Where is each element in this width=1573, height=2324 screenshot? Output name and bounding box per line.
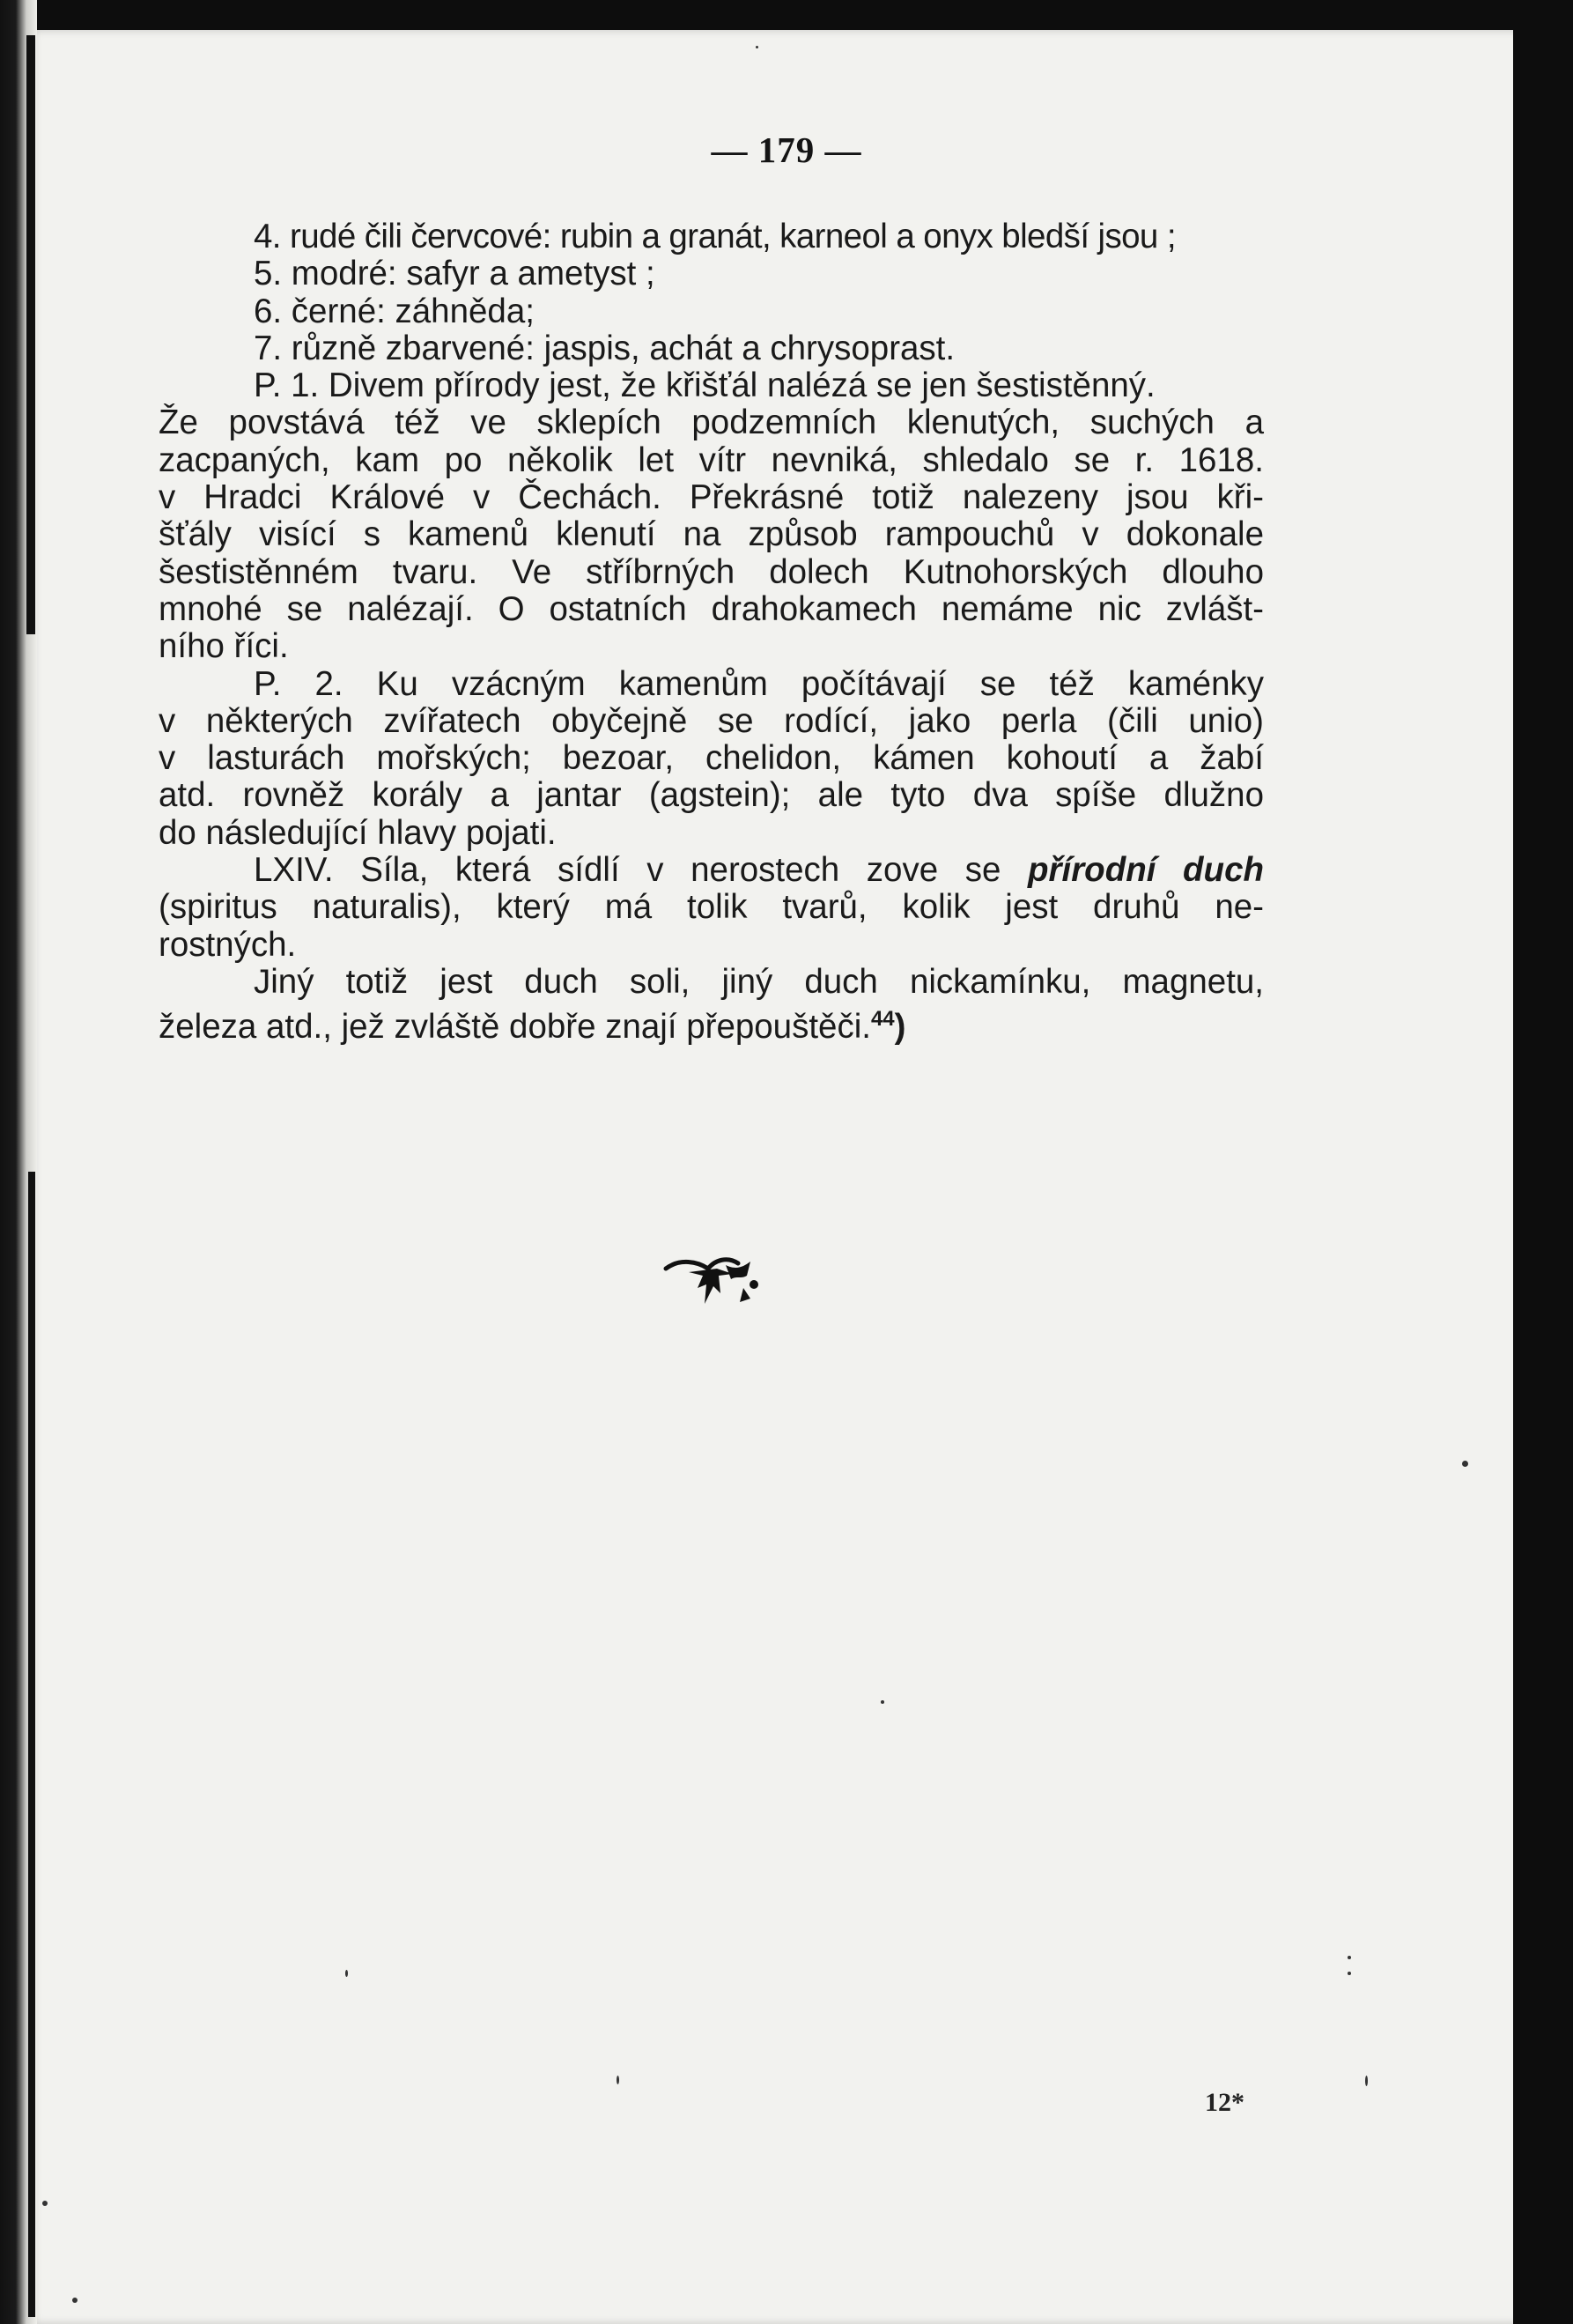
dust-speck: [881, 1700, 884, 1704]
dust-speck: [1348, 1972, 1351, 1975]
binding-shadow: [26, 35, 35, 634]
dust-speck: [42, 2201, 48, 2206]
text-line: mnohé se nalézají. O ostatních drahokamech nemáme nic zvlášt-: [159, 589, 1264, 628]
section-lxiv-text: LXIV. Síla, která sídlí v nerostech zove se: [254, 851, 1001, 890]
text-line: P. 2. Ku vzácným kamenům počítávají se též kaménky: [254, 664, 1264, 703]
text-line: 6. černé: záhněda;: [254, 292, 535, 330]
final-line: [159, 1001, 1264, 1046]
signature-mark: 12*: [1205, 2088, 1244, 2117]
vine-leaf-ornament: [662, 1249, 768, 1311]
emphasized-term: přírodní duch: [1028, 851, 1264, 890]
binding-shadow-lower: [28, 1172, 35, 2317]
text-line: 5. modré: safyr a ametyst ;: [254, 255, 655, 293]
text-line: atd. rovněž korály a jantar (agstein); ale tyto dva spíše dlužno: [159, 776, 1264, 815]
dust-speck: [1365, 2076, 1368, 2086]
dust-speck: [617, 2076, 619, 2084]
dust-speck: [72, 2298, 78, 2303]
page-number: — 179 —: [711, 130, 862, 170]
dust-speck: [1348, 1956, 1351, 1959]
text-line: rostných.: [159, 925, 297, 964]
text-line: P. 1. Divem přírody jest, že křišťál nalézá se jen šestistěnný.: [254, 366, 1156, 405]
text-line: 4. rudé čili červcové: rubin a granát, karneol a onyx bledší jsou ;: [254, 218, 1176, 255]
text-line: šťály visící s kamenů klenutí na způsob rampouchů v dokonale: [159, 515, 1264, 554]
scan-border-right: [1513, 0, 1573, 2324]
text-line: šestistěnném tvaru. Ve stříbrných dolech Kutnohorských dlouho: [159, 552, 1264, 591]
text-line: Jiný totiž jest duch soli, jiný duch nickamínku, magnetu,: [254, 962, 1264, 1001]
scan-border-top: [0, 0, 1573, 30]
text-line: ního říci.: [159, 627, 289, 666]
footnote-marker: 44: [870, 1007, 895, 1032]
text-line: 7. různě zbarvené: jaspis, achát a chrysoprast.: [254, 329, 956, 367]
final-line-text: železa atd., jež zvláště dobře znají přepouštěči.: [159, 1008, 871, 1047]
text-line: Že povstává též ve sklepích podzemních klenutých, suchých a: [159, 403, 1264, 442]
footnote-close: ): [894, 1008, 906, 1047]
dust-speck: [1462, 1461, 1468, 1467]
dust-speck: [756, 46, 758, 48]
section-lxiv-line: [159, 852, 1264, 889]
body-text: [159, 218, 1264, 1046]
text-line: zacpaných, kam po několik let vítr nevniká, shledalo se r. 1618.: [159, 440, 1264, 479]
text-line: (spiritus naturalis), který má tolik tvarů, kolik jest druhů ne-: [159, 888, 1264, 927]
text-line: v Hradci Králové v Čechách. Překrásné totiž nalezeny jsou kři-: [159, 478, 1264, 517]
text-line: do následující hlavy pojati.: [159, 813, 557, 852]
dust-speck: [345, 1970, 348, 1977]
text-line: v některých zvířatech obyčejně se rodící, jako perla (čili unio): [159, 701, 1264, 740]
text-line: v lasturách mořských; bezoar, chelidon, kámen kohoutí a žabí: [159, 739, 1264, 778]
